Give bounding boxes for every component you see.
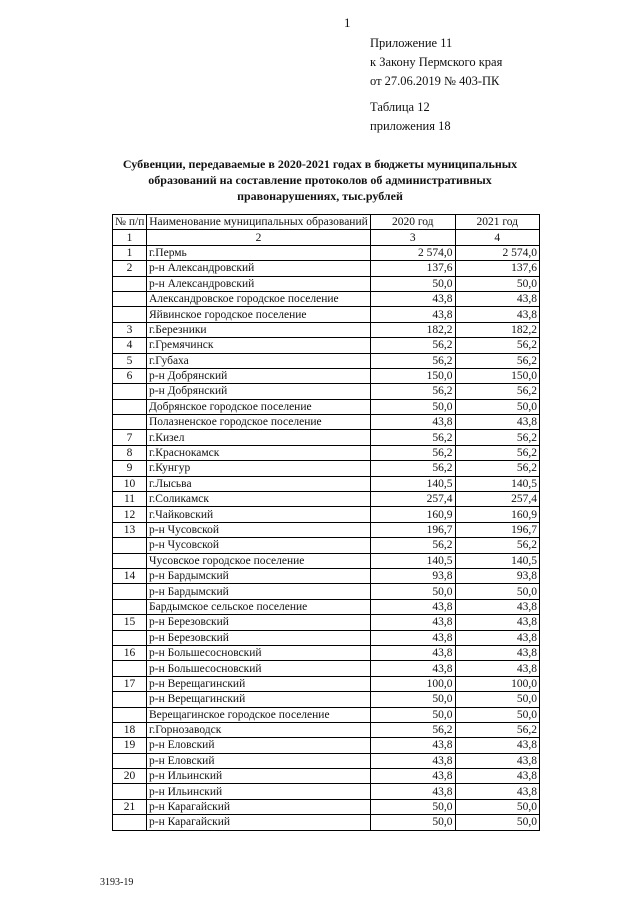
row-number: [113, 553, 147, 568]
table-row: [113, 353, 540, 368]
row-number: 12: [113, 507, 147, 522]
row-number: 16: [113, 645, 147, 660]
table-row: [113, 815, 540, 830]
value-2020: 43,8: [371, 415, 456, 430]
municipality-name: р-н Александровский: [147, 276, 371, 291]
row-number: 11: [113, 492, 147, 507]
row-number: [113, 399, 147, 414]
row-number: [113, 538, 147, 553]
value-2021: 43,8: [455, 307, 540, 322]
municipality-name: р-н Еловский: [147, 753, 371, 768]
table-row: [113, 322, 540, 337]
municipality-name: р-н Верещагинский: [147, 692, 371, 707]
value-2021: 56,2: [455, 445, 540, 460]
table-row: [113, 630, 540, 645]
table-row: [113, 722, 540, 737]
value-2021: 137,6: [455, 261, 540, 276]
row-number: [113, 584, 147, 599]
row-number: [113, 784, 147, 799]
value-2020: 196,7: [371, 522, 456, 537]
row-number: 3: [113, 322, 147, 337]
value-2021: 43,8: [455, 615, 540, 630]
table-row: [113, 753, 540, 768]
table-ref-line-2: приложения 18: [370, 119, 451, 133]
value-2021: 93,8: [455, 568, 540, 583]
value-2021: 50,0: [455, 584, 540, 599]
row-number: [113, 291, 147, 306]
municipality-name: г.Березники: [147, 322, 371, 337]
municipality-name: г.Соликамск: [147, 492, 371, 507]
municipality-name: Чусовское городское поселение: [147, 553, 371, 568]
column-index: 2: [147, 230, 371, 245]
table-row: [113, 476, 540, 491]
municipality-name: р-н Бардымский: [147, 568, 371, 583]
table-row: [113, 291, 540, 306]
value-2021: 257,4: [455, 492, 540, 507]
municipality-name: р-н Большесосновский: [147, 645, 371, 660]
value-2021: 50,0: [455, 799, 540, 814]
municipality-name: г.Кунгур: [147, 461, 371, 476]
table-row: [113, 599, 540, 614]
header-2021: 2021 год: [455, 215, 540, 230]
value-2020: 43,8: [371, 291, 456, 306]
table-row: [113, 661, 540, 676]
municipality-name: г.Кизел: [147, 430, 371, 445]
value-2021: 43,8: [455, 738, 540, 753]
municipality-name: г.Гремячинск: [147, 338, 371, 353]
value-2021: 56,2: [455, 722, 540, 737]
column-index-row: [113, 230, 540, 245]
value-2021: 43,8: [455, 753, 540, 768]
value-2020: 43,8: [371, 784, 456, 799]
value-2020: 56,2: [371, 461, 456, 476]
value-2020: 43,8: [371, 769, 456, 784]
value-2020: 150,0: [371, 368, 456, 383]
attachment-line-1: Приложение 11: [370, 36, 453, 50]
value-2020: 50,0: [371, 399, 456, 414]
value-2020: 43,8: [371, 307, 456, 322]
municipality-name: г.Горнозаводск: [147, 722, 371, 737]
municipality-name: Добрянское городское поселение: [147, 399, 371, 414]
table-row: [113, 261, 540, 276]
value-2020: 43,8: [371, 630, 456, 645]
row-number: 18: [113, 722, 147, 737]
table-row: [113, 307, 540, 322]
table-row: [113, 799, 540, 814]
value-2020: 43,8: [371, 661, 456, 676]
row-number: 21: [113, 799, 147, 814]
value-2020: 140,5: [371, 553, 456, 568]
value-2021: 196,7: [455, 522, 540, 537]
row-number: 4: [113, 338, 147, 353]
municipality-name: р-н Березовский: [147, 630, 371, 645]
value-2021: 43,8: [455, 769, 540, 784]
value-2020: 43,8: [371, 753, 456, 768]
document-title: Субвенции, передаваемые в 2020-2021 годах в бюджеты муниципальных образований на составление протоколов об административных правонарушениях, тыс.рублей: [122, 157, 518, 203]
table-row: [113, 430, 540, 445]
municipality-name: Полазненское городское поселение: [147, 415, 371, 430]
row-number: [113, 707, 147, 722]
municipality-name: р-н Бардымский: [147, 584, 371, 599]
table-row: [113, 692, 540, 707]
row-number: 19: [113, 738, 147, 753]
value-2020: 50,0: [371, 815, 456, 830]
value-2020: 56,2: [371, 430, 456, 445]
value-2021: 50,0: [455, 399, 540, 414]
row-number: 15: [113, 615, 147, 630]
header-name: Наименование муниципальных образований: [147, 215, 371, 230]
row-number: [113, 276, 147, 291]
attachment-block: [370, 34, 502, 91]
row-number: 5: [113, 353, 147, 368]
subsidy-table: [112, 214, 540, 831]
municipality-name: р-н Добрянский: [147, 368, 371, 383]
value-2021: 43,8: [455, 415, 540, 430]
table-ref-line-1: Таблица 12: [370, 100, 430, 114]
municipality-name: р-н Карагайский: [147, 815, 371, 830]
table-row: [113, 615, 540, 630]
value-2020: 56,2: [371, 384, 456, 399]
municipality-name: р-н Ильинский: [147, 784, 371, 799]
value-2021: 182,2: [455, 322, 540, 337]
column-index: 3: [371, 230, 456, 245]
table-row: [113, 538, 540, 553]
value-2020: 56,2: [371, 353, 456, 368]
value-2021: 43,8: [455, 645, 540, 660]
document-code: 3193-19: [100, 877, 134, 888]
table-row: [113, 568, 540, 583]
value-2021: 160,9: [455, 507, 540, 522]
value-2021: 43,8: [455, 661, 540, 676]
municipality-name: р-н Березовский: [147, 615, 371, 630]
table-row: [113, 769, 540, 784]
value-2021: 43,8: [455, 291, 540, 306]
header-2020: 2020 год: [371, 215, 456, 230]
value-2021: 2 574,0: [455, 245, 540, 260]
table-row: [113, 522, 540, 537]
value-2021: 56,2: [455, 538, 540, 553]
value-2021: 50,0: [455, 276, 540, 291]
row-number: [113, 415, 147, 430]
municipality-name: г.Чайковский: [147, 507, 371, 522]
row-number: 14: [113, 568, 147, 583]
value-2021: 56,2: [455, 461, 540, 476]
municipality-name: Бардымское сельское поселение: [147, 599, 371, 614]
value-2020: 56,2: [371, 445, 456, 460]
table-row: [113, 415, 540, 430]
table-header-row: [113, 215, 540, 230]
row-number: [113, 630, 147, 645]
row-number: 13: [113, 522, 147, 537]
value-2020: 182,2: [371, 322, 456, 337]
value-2020: 50,0: [371, 584, 456, 599]
table-row: [113, 553, 540, 568]
value-2020: 257,4: [371, 492, 456, 507]
value-2021: 56,2: [455, 353, 540, 368]
value-2020: 137,6: [371, 261, 456, 276]
page-number: 1: [344, 15, 351, 30]
municipality-name: р-н Ильинский: [147, 769, 371, 784]
row-number: [113, 661, 147, 676]
municipality-name: р-н Еловский: [147, 738, 371, 753]
row-number: 10: [113, 476, 147, 491]
municipality-name: р-н Добрянский: [147, 384, 371, 399]
municipality-name: р-н Карагайский: [147, 799, 371, 814]
municipality-name: р-н Чусовской: [147, 522, 371, 537]
value-2021: 50,0: [455, 707, 540, 722]
municipality-name: Александровское городское поселение: [147, 291, 371, 306]
value-2021: 43,8: [455, 599, 540, 614]
table-row: [113, 492, 540, 507]
value-2020: 50,0: [371, 707, 456, 722]
municipality-name: г.Лысьва: [147, 476, 371, 491]
value-2020: 43,8: [371, 738, 456, 753]
attachment-line-3: от 27.06.2019 № 403-ПК: [370, 74, 500, 88]
table-row: [113, 368, 540, 383]
value-2020: 43,8: [371, 645, 456, 660]
value-2020: 56,2: [371, 538, 456, 553]
row-number: 20: [113, 769, 147, 784]
table-row: [113, 645, 540, 660]
table-row: [113, 507, 540, 522]
municipality-name: г.Пермь: [147, 245, 371, 260]
value-2021: 56,2: [455, 338, 540, 353]
value-2021: 56,2: [455, 430, 540, 445]
value-2020: 43,8: [371, 615, 456, 630]
value-2020: 160,9: [371, 507, 456, 522]
row-number: [113, 753, 147, 768]
attachment-line-2: к Закону Пермского края: [370, 55, 503, 69]
table-row: [113, 384, 540, 399]
value-2020: 50,0: [371, 276, 456, 291]
table-row: [113, 276, 540, 291]
municipality-name: Яйвинское городское поселение: [147, 307, 371, 322]
value-2020: 50,0: [371, 692, 456, 707]
table-row: [113, 738, 540, 753]
municipality-name: Верещагинское городское поселение: [147, 707, 371, 722]
municipality-name: р-н Александровский: [147, 261, 371, 276]
row-number: 17: [113, 676, 147, 691]
value-2020: 140,5: [371, 476, 456, 491]
row-number: [113, 815, 147, 830]
municipality-name: р-н Чусовской: [147, 538, 371, 553]
value-2020: 43,8: [371, 599, 456, 614]
table-row: [113, 461, 540, 476]
value-2021: 100,0: [455, 676, 540, 691]
row-number: 7: [113, 430, 147, 445]
row-number: 1: [113, 245, 147, 260]
value-2020: 50,0: [371, 799, 456, 814]
table-row: [113, 245, 540, 260]
value-2021: 43,8: [455, 784, 540, 799]
row-number: 2: [113, 261, 147, 276]
table-row: [113, 784, 540, 799]
table-row: [113, 584, 540, 599]
value-2020: 2 574,0: [371, 245, 456, 260]
row-number: 6: [113, 368, 147, 383]
column-index: 1: [113, 230, 147, 245]
table-row: [113, 338, 540, 353]
municipality-name: р-н Большесосновский: [147, 661, 371, 676]
value-2020: 93,8: [371, 568, 456, 583]
value-2020: 56,2: [371, 722, 456, 737]
value-2020: 56,2: [371, 338, 456, 353]
municipality-name: г.Губаха: [147, 353, 371, 368]
table-row: [113, 399, 540, 414]
row-number: 8: [113, 445, 147, 460]
row-number: 9: [113, 461, 147, 476]
table-reference: [370, 98, 451, 136]
row-number: [113, 692, 147, 707]
column-index: 4: [455, 230, 540, 245]
row-number: [113, 384, 147, 399]
value-2021: 150,0: [455, 368, 540, 383]
table-row: [113, 445, 540, 460]
row-number: [113, 599, 147, 614]
value-2021: 140,5: [455, 553, 540, 568]
table-row: [113, 676, 540, 691]
table-body: [113, 245, 540, 830]
value-2020: 100,0: [371, 676, 456, 691]
value-2021: 50,0: [455, 692, 540, 707]
row-number: [113, 307, 147, 322]
table-row: [113, 707, 540, 722]
municipality-name: г.Краснокамск: [147, 445, 371, 460]
value-2021: 43,8: [455, 630, 540, 645]
value-2021: 50,0: [455, 815, 540, 830]
header-num: № п/п: [113, 215, 147, 230]
municipality-name: р-н Верещагинский: [147, 676, 371, 691]
value-2021: 56,2: [455, 384, 540, 399]
value-2021: 140,5: [455, 476, 540, 491]
